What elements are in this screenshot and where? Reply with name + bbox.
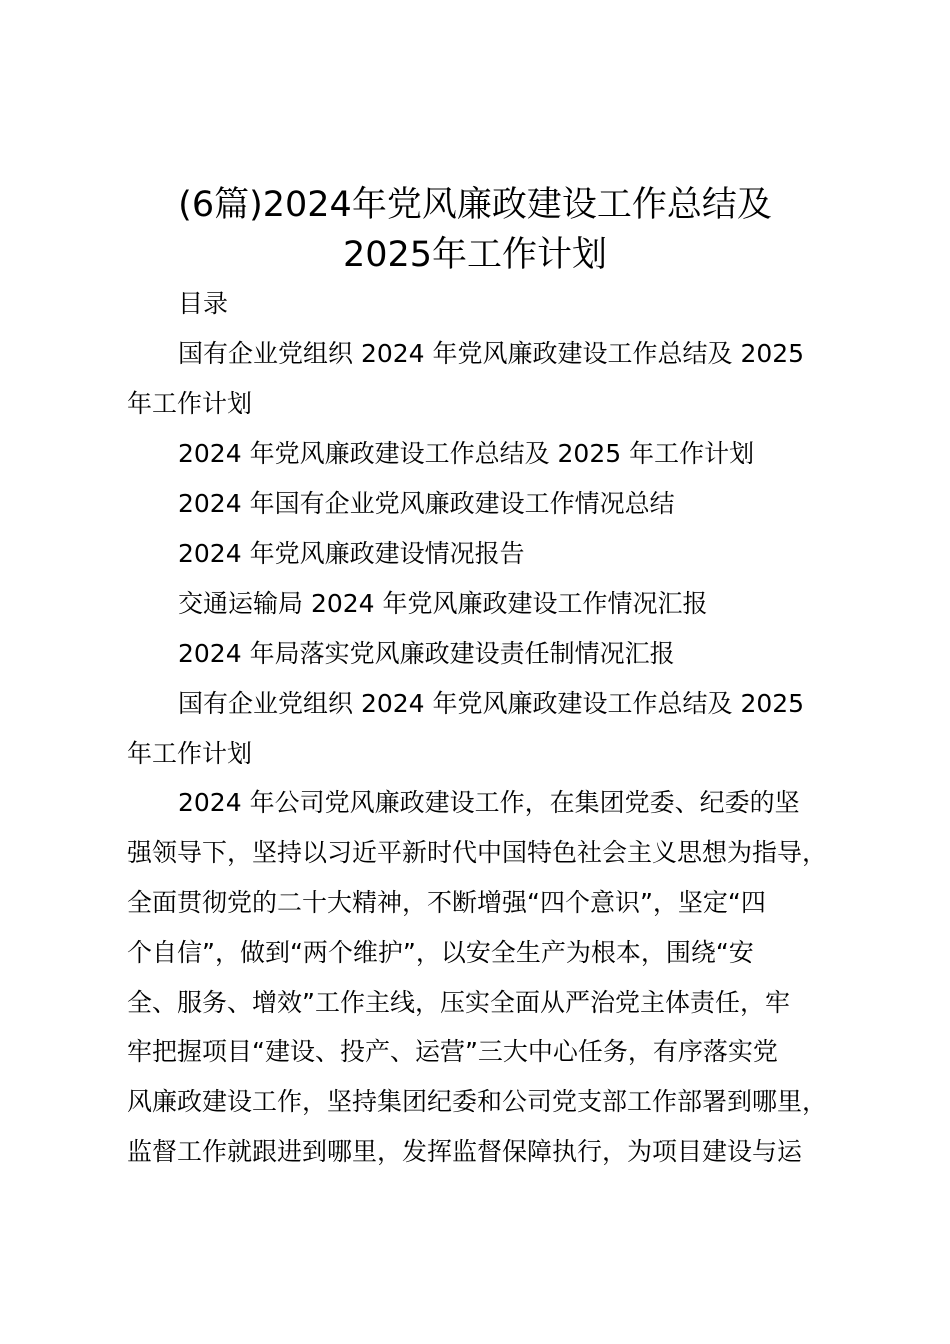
toc-item-3: 2024 年国有企业党风廉政建设工作情况总结 (178, 489, 675, 518)
section-title-line-2: 年工作计划 (127, 739, 253, 768)
body-line: 2024 年公司党风廉政建设工作，在集团党委、纪委的坚 (178, 788, 800, 817)
toc-item-5: 交通运输局 2024 年党风廉政建设工作情况汇报 (178, 589, 708, 618)
toc-item-1-line-2: 年工作计划 (127, 389, 253, 418)
body-line: 牢把握项目“建设、投产、运营”三大中心任务，有序落实党 (127, 1037, 778, 1066)
body-line: 全、服务、增效”工作主线，压实全面从严治党主体责任，牢 (127, 988, 790, 1017)
toc-item-1-line-1: 国有企业党组织 2024 年党风廉政建设工作总结及 2025 (178, 339, 805, 368)
section-title-line-1: 国有企业党组织 2024 年党风廉政建设工作总结及 2025 (178, 689, 805, 718)
toc-item-2: 2024 年党风廉政建设工作总结及 2025 年工作计划 (178, 439, 755, 468)
body-line: 全面贯彻党的二十大精神，不断增强“四个意识”，坚定“四 (127, 888, 766, 917)
toc-item-6: 2024 年局落实党风廉政建设责任制情况汇报 (178, 639, 675, 668)
body-line: 强领导下，坚持以习近平新时代中国特色社会主义思想为指导， (127, 838, 828, 867)
toc-heading: 目录 (178, 289, 229, 318)
body-line: 个自信”，做到“两个维护”，以安全生产为根本，围绕“安 (127, 938, 754, 967)
document-title-line-2: 2025年工作计划 (342, 235, 608, 275)
document-title-line-1: (6篇)2024年党风廉政建设工作总结及 (178, 185, 772, 225)
toc-item-4: 2024 年党风廉政建设情况报告 (178, 539, 525, 568)
body-line: 监督工作就跟进到哪里，发挥监督保障执行，为项目建设与运 (127, 1137, 803, 1166)
body-line: 风廉政建设工作，坚持集团纪委和公司党支部工作部署到哪里， (127, 1087, 828, 1116)
